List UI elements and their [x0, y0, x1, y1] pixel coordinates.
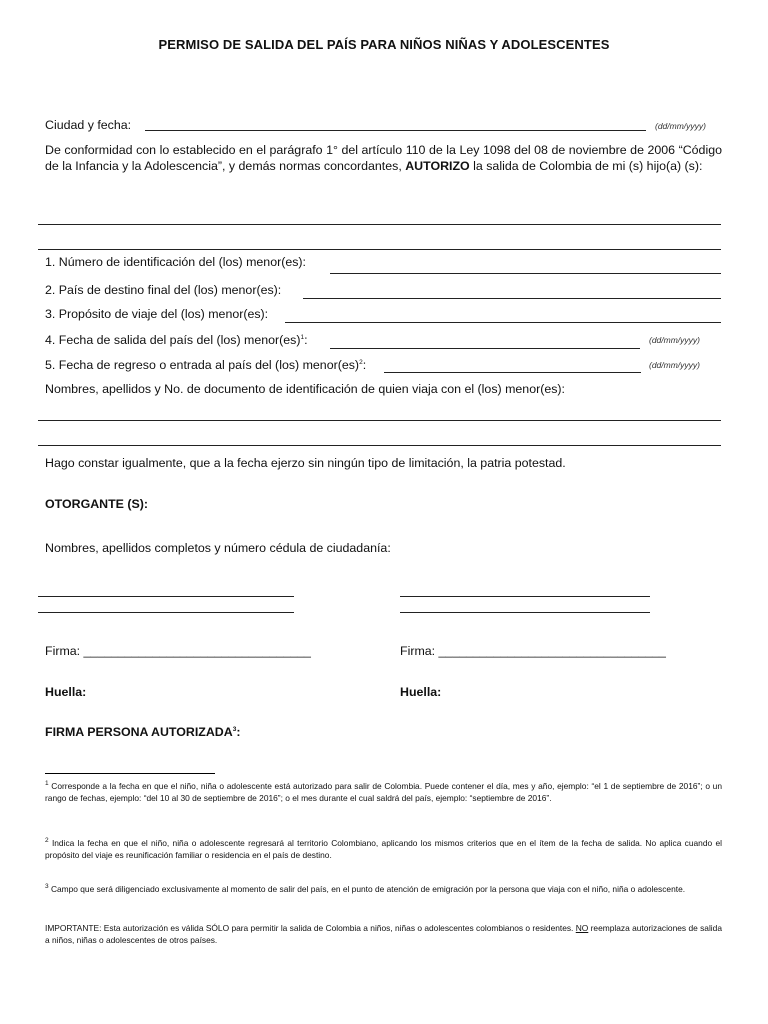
item-return-label — [45, 357, 366, 373]
intro-text: De conformidad con lo establecido en el parágrafo 1° del artículo 110 de la Ley 1098 del 08 de noviembre de 2006 “Código de la Infancia y la Adolescencia”, y demás normas concordantes, — [45, 143, 722, 173]
page-title: PERMISO DE SALIDA DEL PAÍS PARA NIÑOS NIÑAS Y ADOLESCENTES — [158, 37, 610, 52]
companion-label: Nombres, apellidos y No. de documento de identificación de quien viaja con el (los) menor(es): — [45, 382, 565, 396]
city-date-hint: (dd/mm/yyyy) — [655, 121, 706, 131]
item-purpose-field[interactable] — [285, 322, 721, 323]
footnote-mark-2: 2 — [45, 837, 49, 845]
item-departure-colon: : — [304, 333, 308, 347]
child-name-line-2[interactable] — [38, 249, 721, 250]
item-departure-text: 4. Fecha de salida del país del (los) menor(es) — [45, 333, 301, 347]
important-note — [45, 922, 722, 946]
intro-paragraph — [45, 143, 722, 174]
footnote-separator — [45, 773, 215, 774]
important-text: IMPORTANTE: Esta autorización es válida SÓLO para permitir la salida de Colombia a niños, niñas o adolescentes colombianos o residentes. — [45, 923, 576, 933]
city-date-field[interactable] — [145, 130, 646, 131]
child-name-line-1[interactable] — [38, 224, 721, 225]
item-destination-field[interactable] — [303, 298, 721, 299]
item-id-label: 1. Número de identificación del (los) menor(es): — [45, 255, 307, 269]
item-departure-label — [45, 332, 308, 348]
important-no: NO — [575, 923, 589, 933]
grantor-right-line-1[interactable] — [400, 596, 650, 597]
grantor-heading: OTORGANTE (S): — [45, 497, 149, 511]
footnote-text-2: Indica la fecha en que el niño, niña o adolescente regresará al territorio Colombiano, aplicando los mismos criterios que en el ítem de la fecha de salida. No aplica cuando el propósito del viaje es reunificación familiar o residencia en el país de destino. — [45, 838, 722, 860]
intro-authorize: AUTORIZO — [405, 158, 470, 173]
grantor-left-line-2[interactable] — [38, 612, 294, 613]
authorized-heading — [45, 724, 240, 740]
custody-statement: Hago constar igualmente, que a la fecha ejerzo sin ningún tipo de limitación, la patria potestad. — [45, 456, 566, 470]
item-departure-hint: (dd/mm/yyyy) — [649, 335, 700, 345]
fingerprint-right: Huella: — [400, 685, 442, 699]
grantor-right-line-2[interactable] — [400, 612, 650, 613]
intro-text-end: la salida de Colombia de mi (s) hijo(a) (s): — [469, 158, 703, 173]
item-return-field[interactable] — [384, 372, 641, 373]
companion-line-1[interactable] — [38, 420, 721, 421]
footnote-text-1: Corresponde a la fecha en que el niño, niña o adolescente está autorizado para salir de Colombia. Puede contener el día, mes y año, ejemplo: “el 1 de septiembre de 2016”; o un rango de fechas, ejemplo: “del 10 al 30 de septiembre de 2016”; o el mes durante el cual saldrá del país, ejemplo: “septiembre de 2016”. — [45, 781, 722, 803]
footnote-text-3: Campo que será diligenciado exclusivamente al momento de salir del país, en el punto de atención de emigración por la persona que viaja con el niño, niña o adolescente. — [48, 884, 686, 894]
signature-right[interactable]: Firma: _________________________________ — [400, 644, 666, 658]
item-purpose-label: 3. Propósito de viaje del (los) menor(es): — [45, 307, 269, 321]
companion-line-2[interactable] — [38, 445, 721, 446]
authorized-text: FIRMA PERSONA AUTORIZADA — [45, 725, 233, 739]
footnote-ref-3: 3 — [232, 725, 237, 733]
item-destination-label: 2. País de destino final del (los) menor(es): — [45, 283, 282, 297]
authorized-colon: : — [236, 725, 241, 739]
important-text-end: reemplaza autorizaciones de salida a niños, niñas o adolescentes de otros países. — [45, 923, 722, 945]
footnote-ref-1: 1 — [300, 333, 305, 341]
item-departure-field[interactable] — [330, 348, 640, 349]
item-return-colon: : — [362, 358, 367, 372]
signature-left[interactable]: Firma: _________________________________ — [45, 644, 311, 658]
footnote-mark-1: 1 — [45, 780, 49, 788]
footnote-1 — [45, 780, 722, 804]
footnote-ref-2: 2 — [359, 358, 363, 366]
grantor-left-line-1[interactable] — [38, 596, 294, 597]
item-return-text: 5. Fecha de regreso o entrada al país del (los) menor(es) — [45, 358, 360, 372]
grantor-names-label: Nombres, apellidos completos y número cédula de ciudadanía: — [45, 541, 391, 555]
item-return-hint: (dd/mm/yyyy) — [649, 360, 700, 370]
footnote-mark-3: 3 — [45, 883, 49, 891]
fingerprint-left: Huella: — [45, 685, 87, 699]
footnote-2 — [45, 837, 722, 861]
footnote-3 — [45, 883, 722, 895]
item-id-field[interactable] — [330, 273, 721, 274]
city-date-label: Ciudad y fecha: — [45, 118, 132, 132]
